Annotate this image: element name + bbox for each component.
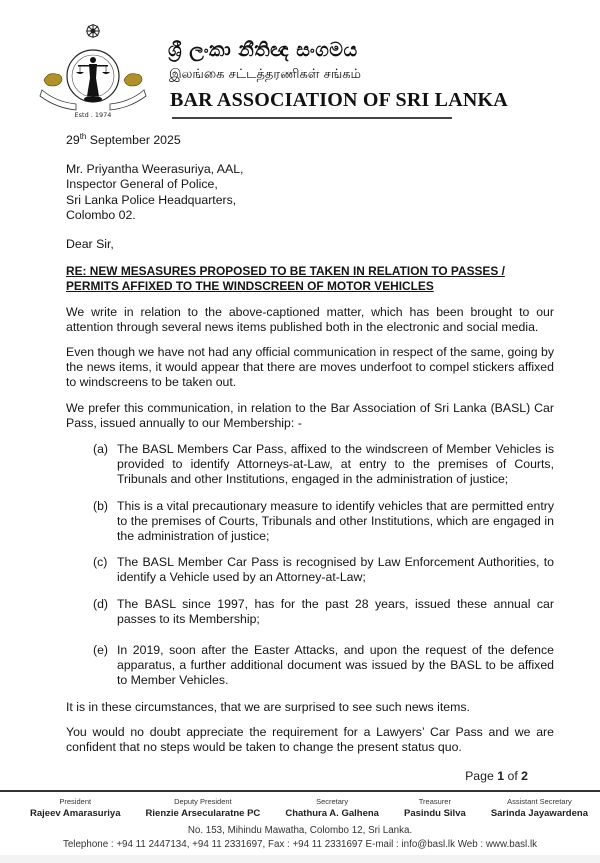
recipient-line: Colombo 02. xyxy=(66,207,136,222)
list-item-text: The BASL Members Car Pass, affixed to the windscreen of Member Vehicles is provided to identify Attorneys-at-Law, at entry to the premises of Courts, Tribunals and other Institutions, engaged in the administration of justice; xyxy=(117,442,554,487)
lady-justice-figure xyxy=(76,57,110,102)
scales-of-justice-crest-icon xyxy=(36,20,148,120)
recipient-line: Sri Lanka Police Headquarters, xyxy=(66,192,237,207)
date-day: 29 xyxy=(66,133,80,147)
officer-name: Sarinda Jayawardena xyxy=(490,808,588,820)
date-month-year: September 2025 xyxy=(86,133,181,147)
list-item-label: (b) xyxy=(93,498,109,513)
officer-name: Pasindu Silva xyxy=(403,808,466,820)
list-item-label: (d) xyxy=(93,596,109,611)
closing-paragraph: It is in these circumstances, that we are surprised to see such news items. xyxy=(66,699,470,714)
page-bottom-edge xyxy=(0,855,600,863)
recipient-address xyxy=(66,162,554,223)
officer-name: Rajeev Amarasuriya xyxy=(30,808,121,820)
paragraph: Even though we have not had any official communication in respect of the same, going by the news items, it would appear that there are moves underfoot to compel stickers affixed to windscreens to be taken out. xyxy=(66,345,554,390)
salutation: Dear Sir, xyxy=(66,237,114,252)
footer xyxy=(0,790,600,863)
crest-established-text: Estd . 1974 xyxy=(74,111,112,119)
list-item-text: The BASL Member Car Pass is recognised by Law Enforcement Authorities, to identify a Vehicle used by an Attorney-at-Law; xyxy=(117,555,554,585)
paragraph: We write in relation to the above-captioned matter, which has been brought to our attention through several news items published both in the electronic and social media. xyxy=(66,304,554,334)
list-item-text: The BASL since 1997, has for the past 28 years, issued these annual car passes to its Membership; xyxy=(117,596,554,626)
list-item-text: This is a vital precautionary measure to identify vehicles that are permitted entry to the premises of Courts, Tribunals and other Institutions, which are engaged in the administration of justice; xyxy=(117,498,554,544)
list-item xyxy=(93,597,554,627)
list-item-label: (c) xyxy=(93,555,108,570)
officer-role: President xyxy=(59,797,92,807)
officer-deputy-president xyxy=(146,797,261,820)
officer-name: Rienzie Arsecularatne PC xyxy=(145,808,261,820)
footer-address: No. 153, Mihindu Mawatha, Colombo 12, Sri Lanka. xyxy=(187,825,413,837)
list-item xyxy=(93,442,554,488)
subject-line: RE: NEW MESASURES PROPOSED TO BE TAKEN IN RELATION TO PASSES / PERMITS AFFIXED TO THE WINDSCREEN OF MOTOR VEHICLES xyxy=(66,264,505,294)
page-current: 1 xyxy=(497,769,505,784)
page-number xyxy=(465,769,528,784)
date-suffix: th xyxy=(79,131,87,141)
officer-role: Treasurer xyxy=(418,797,451,807)
dharma-wheel-icon xyxy=(86,24,100,38)
list-item-label: (a) xyxy=(93,442,109,457)
list-item xyxy=(93,643,554,689)
officer-role: Secretary xyxy=(316,797,349,807)
closing-paragraph: You would no doubt appreciate the requirement for a Lawyers’ Car Pass and we are confident that no steps would be taken to change the present status quo. xyxy=(66,724,554,755)
officer-treasurer xyxy=(404,797,466,820)
org-name-sinhala: ශ්‍රී ලංකා නීතිඥ සංගමය xyxy=(168,39,358,61)
org-name-tamil: இலங்கை சட்டத்தரணிகள் சங்கம் xyxy=(169,67,361,82)
recipient-line: Inspector General of Police, xyxy=(66,177,218,192)
letter-body xyxy=(66,133,554,755)
officer-president xyxy=(30,797,120,820)
footer-contact: Telephone : +94 11 2447134, +94 11 2331697, Fax : +94 11 2331697 E-mail : info@basl.lk Web : www.basl.lk xyxy=(62,839,538,851)
page-of: of xyxy=(504,769,522,784)
list-item xyxy=(93,555,554,585)
header-divider xyxy=(172,117,452,119)
points-list xyxy=(66,442,554,689)
list-item xyxy=(93,499,554,545)
page-total: 2 xyxy=(521,769,528,784)
paragraph: We prefer this communication, in relation to the Bar Association of Sri Lanka (BASL) Car Pass, issued annually to our Membership: - xyxy=(66,400,554,430)
officer-assistant-secretary xyxy=(491,797,588,820)
list-item-label: (e) xyxy=(93,643,109,658)
letter-date xyxy=(66,133,554,148)
office-bearers xyxy=(0,792,600,820)
org-name-english: BAR ASSOCIATION OF SRI LANKA xyxy=(170,89,508,111)
list-item-text: In 2019, soon after the Easter Attacks, and upon the request of the defence apparatus, a further additional document was issued by the BASL to be affixed to Member Vehicles. xyxy=(117,643,554,688)
officer-role: Assistant Secretary xyxy=(507,797,572,807)
page-prefix: Page xyxy=(465,769,498,784)
officer-name: Chathura A. Galhena xyxy=(285,808,379,820)
recipient-line: Mr. Priyantha Weerasuriya, AAL, xyxy=(66,162,244,177)
officer-secretary xyxy=(285,797,379,820)
officer-role: Deputy President xyxy=(174,797,232,807)
letterhead xyxy=(0,0,600,122)
